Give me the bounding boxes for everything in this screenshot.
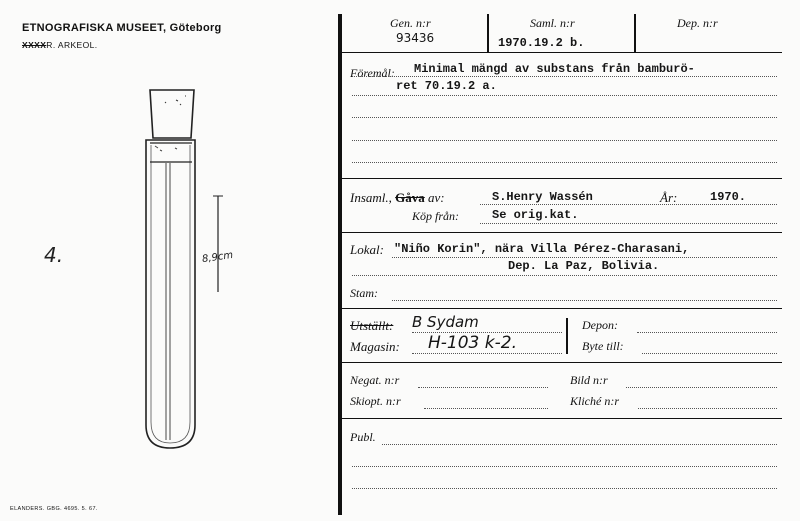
dotted-line [638,408,777,409]
lokal-rule [342,308,782,309]
ar-label: År: [660,190,678,205]
foremal-label: Föremål: [350,66,395,80]
saml-label: Saml. n:r [530,16,575,30]
dotted-line [382,444,777,445]
stam-label: Stam: [350,286,378,300]
insaml-rule [342,232,782,233]
insaml-struck: Gåva [395,190,425,205]
lokal-line-1: "Niño Korin", nära Villa Pérez-Charasani, [394,242,690,256]
gen-label: Gen. n:r [390,16,431,30]
cliche-label: Kliché n:r [570,394,619,408]
ar-value: 1970. [710,190,747,204]
storage-separator [566,318,568,354]
dotted-line [392,257,777,258]
depon-label: Depon: [582,318,618,332]
museum-name: ETNOGRAFISKA MUSEET, Göteborg [22,22,222,34]
header-separator-2 [634,14,636,52]
utstallt-label: Utställt: [350,318,394,333]
dotted-line [352,488,777,489]
dotted-line [480,223,777,224]
insaml-label [350,190,445,206]
foremal-line-2: ret 70.19.2 a. [396,79,497,93]
dotted-line [352,162,777,163]
measurement-label: 8,9cm [201,249,234,266]
dotted-line [352,140,777,141]
dotted-line [352,275,777,276]
item-number-4: 4. [44,243,64,267]
printer-imprint: ELANDERS. GBG. 4695. 5. 67. [10,506,98,512]
kop-value: Se orig.kat. [492,208,579,222]
kop-label: Köp från: [412,209,460,223]
dotted-line [352,76,777,77]
photo-rule [342,418,782,419]
saml-value: 1970.19.2 b. [498,36,585,50]
foremal-rule [342,178,782,179]
foremal-line-1: Minimal mängd av substans från bamburö- [414,62,695,76]
dotted-line [352,95,777,96]
storage-rule [342,362,782,363]
bild-label: Bild n:r [570,373,608,387]
magasin-value: H-103 k-2. [428,333,517,353]
skiopt-label: Skiopt. n:r [350,394,401,408]
header-rule [342,52,782,53]
dotted-line [418,387,548,388]
dep-label: Dep. n:r [677,16,718,30]
gen-value: 93436 [396,31,435,45]
dotted-line [424,408,548,409]
dotted-line [637,332,777,333]
record-fields [342,0,782,521]
dotted-line [480,204,777,205]
dotted-line [412,332,562,333]
department-label: R. ARKEOL. [46,40,98,50]
insaml-av: av: [428,190,445,205]
header-separator-1 [487,14,489,52]
dotted-line [412,353,562,354]
publ-label: Publ. [350,430,376,444]
dotted-line [352,117,777,118]
dotted-line [626,387,777,388]
lokal-line-2: Dep. La Paz, Bolivia. [508,259,660,273]
utstallt-value: B Sydam [412,313,479,331]
magasin-label: Magasin: [350,339,400,354]
negat-label: Negat. n:r [350,373,400,387]
insaml-value: S.Henry Wassén [492,190,593,204]
dotted-line [392,300,777,301]
department-struck: XXXX [22,40,47,50]
byte-label: Byte till: [582,339,624,353]
insaml-text: Insaml., [350,190,392,205]
dotted-line [352,466,777,467]
lokal-label: Lokal: [350,242,384,257]
tube-body [146,140,195,448]
dotted-line [642,353,777,354]
tube-cork [150,90,194,138]
